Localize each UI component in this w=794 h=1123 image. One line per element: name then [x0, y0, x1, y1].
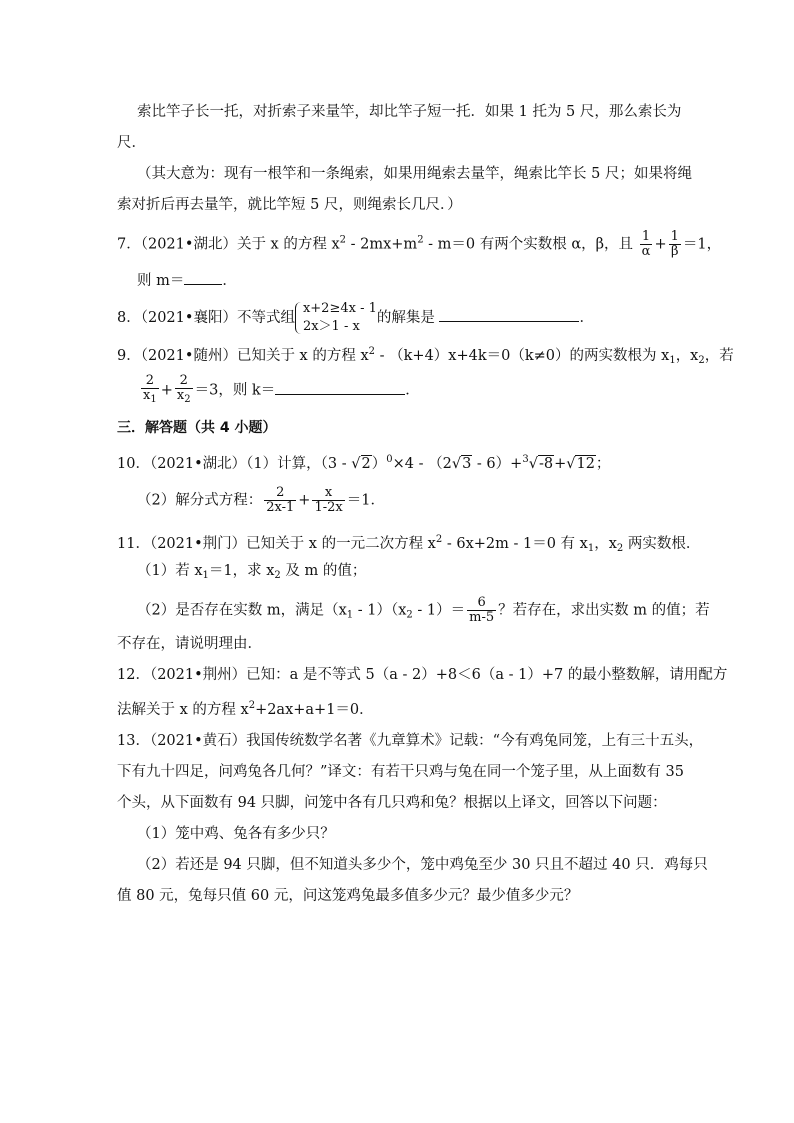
question-text: 法解关于 x 的方程 x [117, 702, 249, 718]
continuation-line-2: 尺． [117, 135, 146, 151]
question-text: ） [371, 456, 387, 472]
question-source: （2021•湖北） [149, 456, 247, 472]
question-number: 11． [117, 536, 150, 552]
subscript: 2 [184, 394, 191, 405]
question-7 [117, 230, 721, 259]
fraction-1-over-alpha [640, 230, 653, 259]
question-text: - 6x+2m - 1＝0 有 x [442, 536, 588, 552]
plus-sign: + [654, 236, 667, 253]
question-text: ＝3，则 k＝ [194, 382, 276, 399]
question-13-part-2: （2）若还是 94 只脚，但不知道头多少个，笼中鸡兔至少 30 只且不超过 40 只．鸡每只 [137, 857, 708, 873]
root-index: 3 [522, 454, 529, 465]
fraction-2-over-x1 [141, 374, 159, 407]
question-10: 10．（2021•湖北）（1）计算，（3 - √2）$^0$×4 - （2√3 - 6）+$^3$√-8+√12； [117, 454, 611, 472]
fraction-numerator: 1 [670, 229, 679, 244]
subscript: 1 [669, 355, 676, 366]
subscript: 1 [587, 543, 595, 554]
question-text: ． [222, 273, 237, 289]
question-source: （2021•湖北） [140, 236, 237, 253]
question-source: （2021•黄石） [149, 733, 247, 749]
fraction-x-over-1-2x [312, 486, 344, 515]
exponent: 2 [435, 534, 443, 545]
fraction-2-over-x2 [175, 374, 193, 407]
subscript: 1 [202, 570, 209, 581]
sqrt-argument: 3 [462, 456, 472, 472]
fraction-denominator: 2x-1 [266, 500, 295, 515]
question-text: ＝1，求 x [208, 563, 275, 579]
inequality-row-1: x+2≥4x - 1 [302, 301, 377, 316]
question-number: 10． [117, 456, 150, 472]
question-13-part-1: （1）笼中鸡、兔各有多少只？ [137, 826, 335, 842]
variable-x: x [143, 388, 151, 403]
question-text: - 1）（x [353, 602, 407, 619]
question-number: 12． [117, 667, 150, 683]
question-source: （2021•随州） [140, 348, 237, 364]
fraction-denominator [141, 388, 159, 407]
question-9-line-2 [139, 374, 420, 407]
plus-sign: + [160, 382, 173, 399]
question-text: 两实数根． [623, 536, 701, 552]
plus-sign: + [554, 456, 567, 472]
question-number: 13． [117, 733, 150, 749]
fraction-6-over-m-5 [467, 596, 496, 625]
question-text: ＝1． [346, 492, 385, 509]
question-number: 8． [117, 310, 141, 326]
question-text: ＝1， [682, 236, 722, 253]
question-11 [117, 530, 700, 559]
question-text: - （k+4）x+4k＝0（k≠0）的两实数根为 x [375, 348, 670, 364]
subscript: 1 [150, 394, 157, 405]
question-text: 及 m 的值； [280, 563, 367, 579]
question-11-part-2 [137, 596, 710, 626]
fraction-numerator: 2 [276, 485, 285, 500]
exponent: 0 [386, 454, 393, 465]
question-8 [117, 300, 594, 336]
sqrt-argument: 2 [361, 456, 371, 472]
question-text: - 2mx+m [346, 236, 418, 253]
fraction-denominator: m-5 [469, 610, 495, 625]
subscript: 1 [346, 609, 354, 621]
fraction-numerator: 2 [179, 373, 188, 388]
question-text: - 6）+ [472, 456, 523, 472]
question-9 [117, 342, 734, 371]
question-text: 已知关于 x 的一元二次方程 x [246, 536, 436, 552]
question-text: ×4 - （2 [392, 456, 452, 472]
question-text: ． [579, 310, 594, 326]
continuation-line-1: 索比竿子长一托，对折索子来量竿，却比竿子短一托．如果 1 托为 5 尺，那么索长为 [137, 104, 682, 120]
question-text: 不等式组 [236, 310, 295, 326]
question-text: ． [405, 382, 420, 399]
question-source: （2021•荆州） [149, 667, 247, 683]
fraction-denominator: β [669, 244, 681, 259]
question-text: 关于 x 的方程 x [236, 236, 340, 253]
subscript: 2 [406, 609, 413, 621]
question-7-line-2 [137, 270, 237, 291]
question-text: 则 m＝ [137, 273, 185, 289]
question-text: 我国传统数学名著《九章算术》记载：“今有鸡兔同笼，上有三十五头， [246, 733, 704, 749]
question-12 [117, 665, 727, 685]
question-text: （2）解分式方程： [137, 492, 263, 509]
variable-x: x [176, 388, 185, 403]
question-11-part-2-line-2: 不存在，请说明理由． [117, 636, 262, 652]
question-text: （1）计算，（3 - [246, 456, 352, 472]
exponent: 2 [417, 234, 424, 246]
fraction-numerator: 6 [477, 595, 486, 610]
subscript: 2 [616, 543, 624, 554]
fraction-numerator: x [324, 485, 333, 500]
continuation-note-1: （其大意为：现有一根竿和一条绳索，如果用绳索去量竿，绳索比竿长 5 尺；如果将绳 [137, 166, 692, 182]
question-text: ？若存在，求出实数 m 的值；若 [498, 602, 710, 619]
exponent: 2 [368, 346, 376, 357]
inequality-row-2: 2x＞1 - x [302, 319, 360, 334]
sqrt-argument: 12 [576, 456, 595, 472]
question-text: ； [595, 456, 611, 472]
fraction-denominator: 1-2x [314, 500, 343, 515]
answer-blank[interactable] [184, 270, 222, 285]
question-text: 已知关于 x 的方程 x [236, 348, 369, 364]
question-text: - m＝0 有两个实数根 α，β，且 [423, 236, 634, 253]
question-text: ，若 [704, 348, 734, 364]
inequality-system [295, 300, 377, 336]
fraction-1-over-beta [669, 230, 681, 259]
exponent: 2 [339, 234, 347, 246]
question-text: ，x [594, 536, 617, 552]
question-13-part-2-line-2: 值 80 元，兔每只值 60 元，问这笼鸡兔最多值多少元？最少值多少元？ [117, 888, 579, 904]
question-text: +2ax+a+1＝0． [255, 702, 374, 718]
answer-blank[interactable] [439, 307, 579, 322]
subscript: 2 [274, 570, 281, 581]
continuation-note-2: 索对折后再去量竿，就比竿短 5 尺，则绳索长几尺．） [117, 197, 462, 213]
question-text: - 1）＝ [412, 602, 466, 619]
exponent: 2 [248, 700, 256, 711]
question-11-part-1 [137, 561, 366, 586]
question-text: （2）是否存在实数 m，满足（x [137, 602, 347, 619]
question-10-part-2 [137, 486, 385, 515]
plus-sign: + [298, 492, 311, 509]
question-13 [117, 731, 703, 751]
section-title: 三．解答题（共 4 小题） [117, 420, 277, 436]
fraction-2-over-2x-1 [264, 486, 296, 515]
fraction-denominator: α [641, 244, 651, 259]
fraction-denominator [175, 388, 193, 407]
question-text: 的解集是 [376, 310, 435, 326]
question-source: （2021•荆门） [149, 536, 247, 552]
cube-root-argument: -8 [538, 456, 554, 472]
question-text: 已知：a 是不等式 5（a - 2）+8＜6（a - 1）+7 的最小整数解，请用配方 [246, 667, 728, 683]
question-text: ，x [675, 348, 699, 364]
question-13-line-3: 个头，从下面数有 94 只脚，问笼中各有几只鸡和兔？根据以上译文，回答以下问题： [117, 795, 667, 811]
question-source: （2021•襄阳） [140, 310, 237, 326]
subscript: 2 [698, 355, 705, 366]
question-number: 9． [117, 348, 141, 364]
fraction-numerator: 1 [641, 229, 651, 244]
fraction-numerator: 2 [145, 373, 154, 388]
answer-blank[interactable] [275, 380, 405, 395]
question-12-line-2 [117, 696, 374, 720]
question-number: 7． [117, 236, 141, 253]
question-text: （1）若 x [137, 563, 203, 579]
question-13-line-2: 下有九十四足，问鸡兔各几何？”译文：有若干只鸡与兔在同一个笼子里，从上面数有 35 [117, 764, 684, 780]
